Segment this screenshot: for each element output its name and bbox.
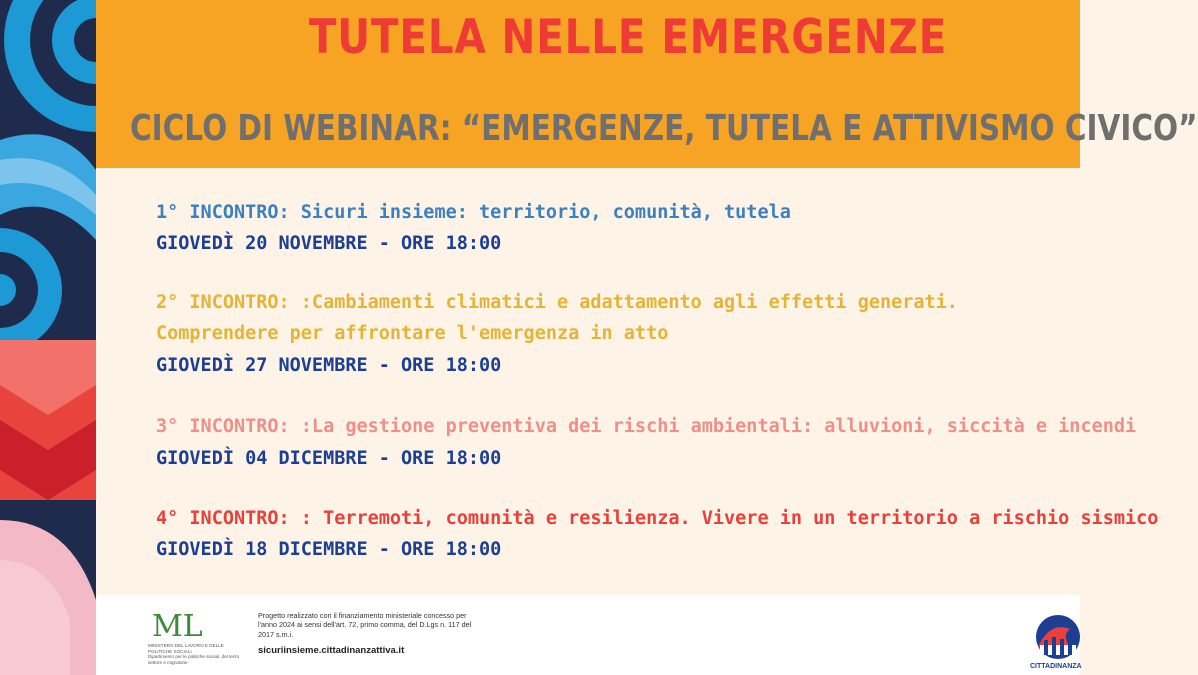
meeting-3-date: GIOVEDÌ 04 DICEMBRE - ORE 18:00	[156, 448, 502, 469]
ministry-name: MINISTERO DEL LAVORO E DELLE POLITICHE SOCIALI	[148, 643, 224, 654]
cittadinanzattiva-emblem-icon	[1030, 607, 1080, 663]
decorative-side-art	[0, 0, 96, 675]
footer	[96, 595, 1080, 675]
header-banner	[96, 0, 1198, 168]
page-title: TUTELA NELLE EMERGENZE	[308, 10, 948, 65]
meeting-4-title: 4° INCONTRO: : Terremoti, comunità e resilienza. Vivere in un territorio a rischio sismico	[156, 508, 1159, 529]
meeting-4-date: GIOVEDÌ 18 DICEMBRE - ORE 18:00	[156, 539, 502, 560]
meeting-3-title: 3° INCONTRO: :La gestione preventiva dei rischi ambientali: alluvioni, siccità e incendi	[156, 416, 1137, 437]
page-subtitle: CICLO DI WEBINAR: “EMERGENZE, TUTELA E ATTIVISMO CIVICO”	[130, 108, 1198, 149]
project-url-link[interactable]: sicuriinsieme.cittadinanzattiva.it	[258, 645, 405, 656]
ministry-department: Dipartimento per le politiche sociali, del terzo settore e migratorie	[148, 654, 240, 666]
meeting-1-title: 1° INCONTRO: Sicuri insieme: territorio, comunità, tutela	[156, 202, 791, 223]
cittadinanzattiva-logo	[1030, 607, 1080, 673]
ministry-logo-letters: ML	[152, 609, 203, 644]
meeting-2-date: GIOVEDÌ 27 NOVEMBRE - ORE 18:00	[156, 355, 502, 376]
meeting-2-title-cont: Comprendere per affrontare l'emergenza in atto	[156, 323, 669, 344]
ministry-logo	[148, 609, 240, 666]
meeting-2-title: 2° INCONTRO: :Cambiamenti climatici e adattamento agli effetti generati.	[156, 292, 958, 313]
meeting-1-date: GIOVEDÌ 20 NOVEMBRE - ORE 18:00	[156, 233, 502, 254]
cittadinanzattiva-logo-text: CITTADINANZA	[1030, 663, 1082, 670]
funding-note: Progetto realizzato con il finanziamento ministeriale concesso per l'anno 2024 ai sensi dell'art. 72, primo comma, del D.Lgs n. 117 del 2017 s.m.i.	[258, 611, 472, 639]
meetings-list	[96, 168, 1159, 595]
